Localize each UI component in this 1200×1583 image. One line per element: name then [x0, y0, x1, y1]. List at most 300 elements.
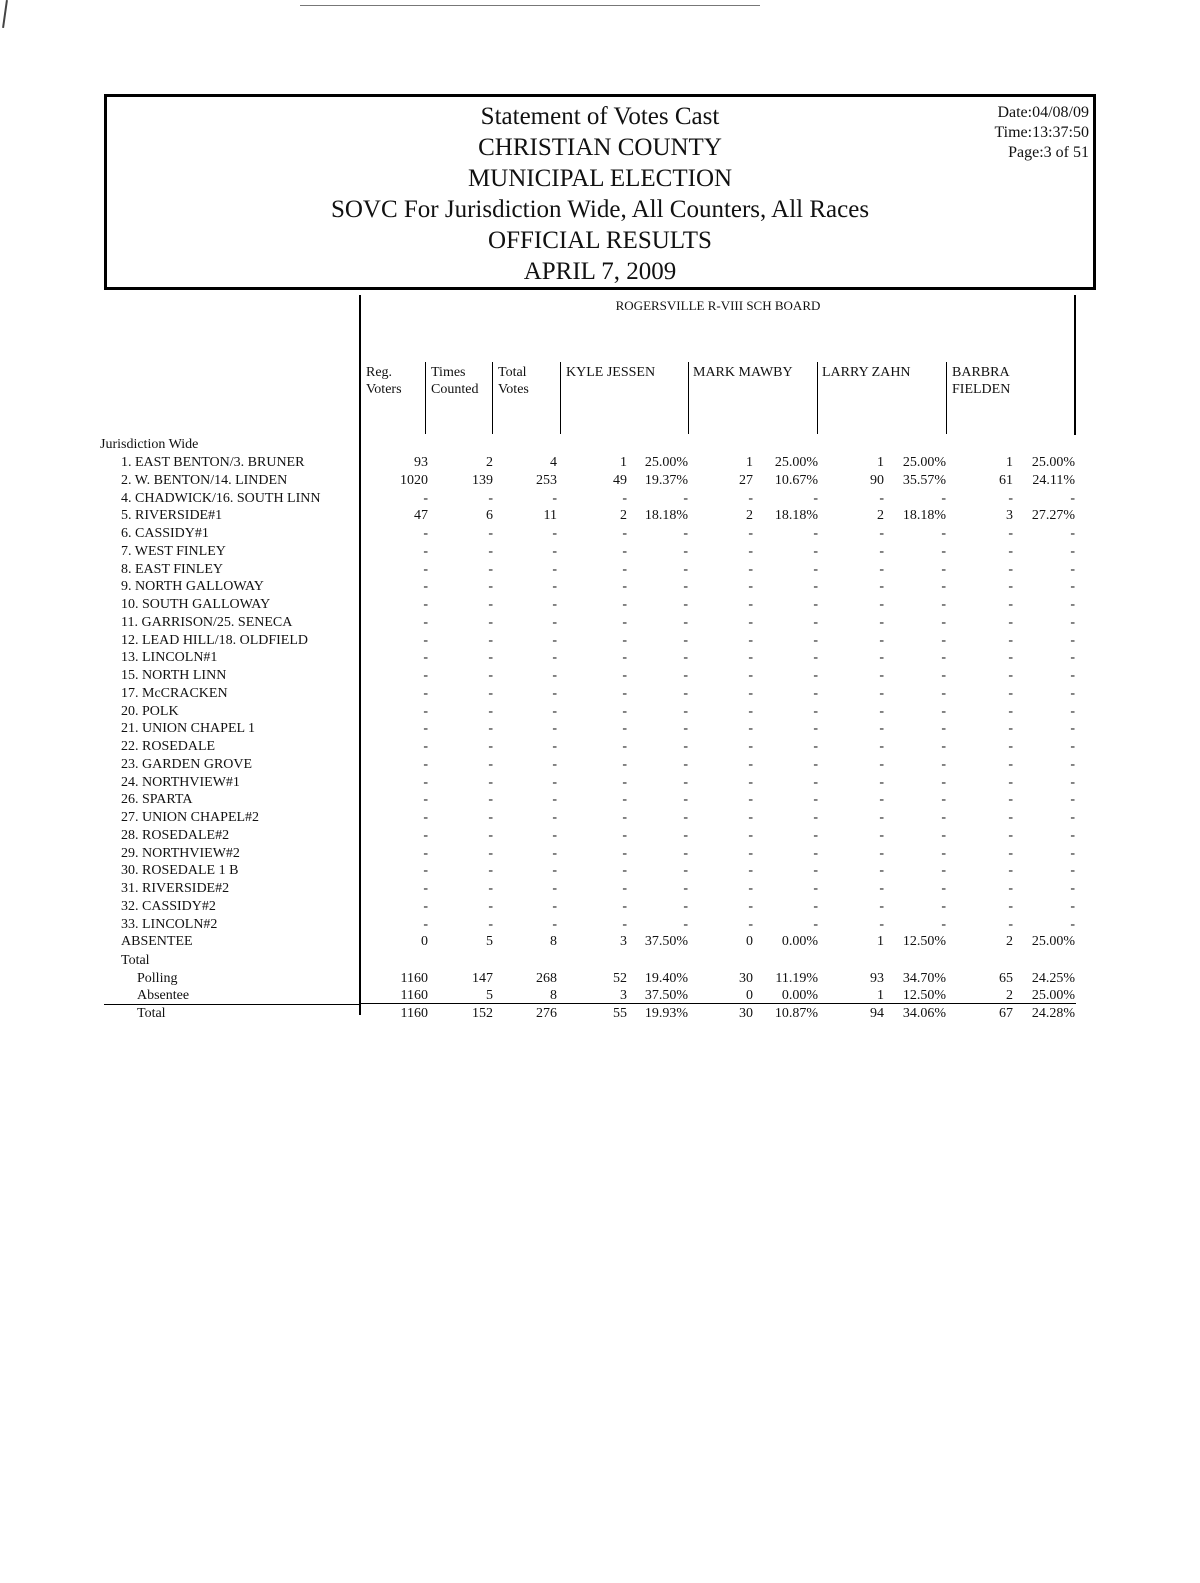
table-row	[0, 472, 1200, 489]
cell-total-votes: -	[552, 544, 557, 559]
cell-times-counted: 5	[486, 934, 493, 949]
cell-kyle-jessen-pct: 19.93%	[644, 1006, 688, 1021]
cell-larry-zahn-votes: -	[879, 721, 884, 736]
cell-kyle-jessen-votes: -	[622, 597, 627, 612]
cell-larry-zahn-pct: -	[941, 491, 946, 506]
cell-reg-voters: -	[423, 757, 428, 772]
cell-times-counted: -	[488, 863, 493, 878]
cell-barbra-fielden-votes: -	[1008, 704, 1013, 719]
cell-larry-zahn-pct: -	[941, 686, 946, 701]
table-row	[0, 596, 1200, 613]
cell-kyle-jessen-pct: -	[683, 917, 688, 932]
cell-reg-voters: -	[423, 721, 428, 736]
cell-mark-mawby-pct: -	[813, 650, 818, 665]
cell-kyle-jessen-votes: -	[622, 704, 627, 719]
cell-reg-voters: 0	[421, 934, 428, 949]
cell-barbra-fielden-pct: -	[1070, 810, 1075, 825]
table-row	[0, 898, 1200, 915]
row-label: 11. GARRISON/25. SENECA	[121, 615, 293, 630]
cell-kyle-jessen-pct: -	[683, 633, 688, 648]
cell-times-counted: 147	[472, 971, 493, 986]
cell-larry-zahn-pct: -	[941, 597, 946, 612]
table-row	[0, 649, 1200, 666]
cell-total-votes: -	[552, 686, 557, 701]
row-label: 33. LINCOLN#2	[121, 917, 218, 932]
cell-times-counted: -	[488, 650, 493, 665]
cell-times-counted: -	[488, 615, 493, 630]
table-row	[0, 827, 1200, 844]
cell-larry-zahn-votes: -	[879, 810, 884, 825]
cell-total-votes: -	[552, 863, 557, 878]
cell-mark-mawby-votes: -	[748, 899, 753, 914]
cell-total-votes: -	[552, 650, 557, 665]
cell-times-counted: -	[488, 491, 493, 506]
cell-kyle-jessen-pct: 18.18%	[644, 508, 688, 523]
cell-reg-voters: -	[423, 491, 428, 506]
cell-barbra-fielden-votes: -	[1008, 792, 1013, 807]
cell-mark-mawby-votes: -	[748, 668, 753, 683]
cell-larry-zahn-pct: -	[941, 562, 946, 577]
cell-reg-voters: -	[423, 792, 428, 807]
cell-larry-zahn-votes: 90	[870, 473, 884, 488]
cell-barbra-fielden-votes: -	[1008, 491, 1013, 506]
cell-mark-mawby-pct: -	[813, 597, 818, 612]
cell-times-counted: -	[488, 899, 493, 914]
cell-kyle-jessen-pct: 37.50%	[644, 934, 688, 949]
cell-mark-mawby-pct: -	[813, 917, 818, 932]
cell-total-votes: -	[552, 597, 557, 612]
cell-reg-voters: 93	[414, 455, 428, 470]
cell-kyle-jessen-votes: -	[622, 526, 627, 541]
cell-barbra-fielden-votes: -	[1008, 828, 1013, 843]
cell-reg-voters: -	[423, 544, 428, 559]
cell-larry-zahn-votes: -	[879, 562, 884, 577]
cell-kyle-jessen-pct: 19.40%	[644, 971, 688, 986]
scan-artifact-left	[2, 0, 8, 28]
cell-times-counted: -	[488, 721, 493, 736]
cell-mark-mawby-pct: -	[813, 615, 818, 630]
cell-larry-zahn-votes: -	[879, 650, 884, 665]
cell-larry-zahn-pct: -	[941, 881, 946, 896]
cell-mark-mawby-votes: -	[748, 739, 753, 754]
table-row	[0, 685, 1200, 702]
cell-larry-zahn-votes: -	[879, 917, 884, 932]
cell-larry-zahn-votes: -	[879, 828, 884, 843]
table-row	[0, 561, 1200, 578]
cell-mark-mawby-pct: -	[813, 633, 818, 648]
cell-reg-voters: 1160	[400, 971, 428, 986]
cell-larry-zahn-votes: 1	[877, 934, 884, 949]
cell-larry-zahn-votes: -	[879, 899, 884, 914]
cell-kyle-jessen-votes: -	[622, 792, 627, 807]
cell-times-counted: -	[488, 881, 493, 896]
cell-kyle-jessen-votes: -	[622, 668, 627, 683]
cell-larry-zahn-votes: 93	[870, 971, 884, 986]
table-row	[0, 738, 1200, 755]
row-label: 5. RIVERSIDE#1	[121, 508, 223, 523]
cell-barbra-fielden-votes: -	[1008, 686, 1013, 701]
cell-reg-voters: 1160	[400, 1006, 428, 1021]
cell-times-counted: -	[488, 544, 493, 559]
report-date: Date:04/08/09	[997, 104, 1089, 121]
cell-kyle-jessen-votes: -	[622, 544, 627, 559]
cell-total-votes: -	[552, 615, 557, 630]
cell-total-votes: 4	[550, 455, 557, 470]
cell-barbra-fielden-votes: 1	[1006, 455, 1013, 470]
table-row	[0, 791, 1200, 808]
cell-mark-mawby-votes: -	[748, 544, 753, 559]
cell-reg-voters: 47	[414, 508, 428, 523]
cell-barbra-fielden-pct: -	[1070, 544, 1075, 559]
cell-larry-zahn-pct: -	[941, 633, 946, 648]
row-label: 21. UNION CHAPEL 1	[121, 721, 256, 736]
cell-kyle-jessen-votes: -	[622, 491, 627, 506]
cell-larry-zahn-votes: -	[879, 881, 884, 896]
cell-larry-zahn-pct: 34.06%	[902, 1006, 946, 1021]
column-header-times-counted: Times Counted	[431, 365, 479, 397]
row-label: 6. CASSIDY#1	[121, 526, 209, 541]
totals-row	[0, 987, 1200, 1004]
cell-mark-mawby-pct: 18.18%	[774, 508, 818, 523]
cell-barbra-fielden-pct: -	[1070, 917, 1075, 932]
cell-mark-mawby-pct: -	[813, 775, 818, 790]
cell-mark-mawby-pct: -	[813, 899, 818, 914]
cell-kyle-jessen-votes: -	[622, 828, 627, 843]
cell-barbra-fielden-pct: -	[1070, 863, 1075, 878]
cell-mark-mawby-votes: -	[748, 579, 753, 594]
row-label: Polling	[137, 971, 178, 986]
cell-mark-mawby-votes: 30	[739, 1006, 753, 1021]
row-label: 10. SOUTH GALLOWAY	[121, 597, 271, 612]
cell-barbra-fielden-votes: -	[1008, 526, 1013, 541]
cell-mark-mawby-votes: -	[748, 597, 753, 612]
row-label: 29. NORTHVIEW#2	[121, 846, 240, 861]
report-page: Page:3 of 51	[1008, 144, 1089, 161]
cell-larry-zahn-pct: -	[941, 739, 946, 754]
column-divider	[946, 362, 947, 434]
row-label: 28. ROSEDALE#2	[121, 828, 230, 843]
cell-reg-voters: -	[423, 917, 428, 932]
cell-mark-mawby-votes: -	[748, 704, 753, 719]
cell-larry-zahn-votes: 94	[870, 1006, 884, 1021]
cell-barbra-fielden-votes: 61	[999, 473, 1013, 488]
subtotal-rule	[360, 1003, 1076, 1004]
cell-mark-mawby-pct: -	[813, 579, 818, 594]
cell-kyle-jessen-votes: -	[622, 899, 627, 914]
cell-times-counted: -	[488, 846, 493, 861]
cell-barbra-fielden-pct: -	[1070, 899, 1075, 914]
cell-mark-mawby-pct: -	[813, 668, 818, 683]
cell-kyle-jessen-pct: -	[683, 562, 688, 577]
cell-barbra-fielden-pct: -	[1070, 650, 1075, 665]
row-label: 20. POLK	[121, 704, 179, 719]
cell-barbra-fielden-votes: 65	[999, 971, 1013, 986]
cell-larry-zahn-pct: 18.18%	[902, 508, 946, 523]
cell-kyle-jessen-votes: -	[622, 846, 627, 861]
cell-barbra-fielden-votes: -	[1008, 775, 1013, 790]
cell-larry-zahn-votes: -	[879, 579, 884, 594]
table-row	[0, 525, 1200, 542]
cell-times-counted: -	[488, 704, 493, 719]
cell-larry-zahn-votes: -	[879, 863, 884, 878]
cell-kyle-jessen-votes: -	[622, 810, 627, 825]
cell-larry-zahn-pct: 34.70%	[902, 971, 946, 986]
section-label-row	[0, 436, 1200, 453]
cell-barbra-fielden-votes: -	[1008, 562, 1013, 577]
cell-larry-zahn-votes: 2	[877, 508, 884, 523]
cell-larry-zahn-votes: -	[879, 846, 884, 861]
table-row	[0, 632, 1200, 649]
cell-kyle-jessen-votes: -	[622, 721, 627, 736]
row-label: 9. NORTH GALLOWAY	[121, 579, 264, 594]
cell-mark-mawby-votes: -	[748, 491, 753, 506]
table-row	[0, 490, 1200, 507]
cell-kyle-jessen-pct: -	[683, 899, 688, 914]
cell-reg-voters: -	[423, 579, 428, 594]
cell-reg-voters: -	[423, 615, 428, 630]
cell-kyle-jessen-pct: -	[683, 721, 688, 736]
cell-total-votes: -	[552, 633, 557, 648]
cell-times-counted: -	[488, 579, 493, 594]
cell-larry-zahn-votes: -	[879, 633, 884, 648]
cell-barbra-fielden-votes: -	[1008, 650, 1013, 665]
column-header-mark-mawby: MARK MAWBY	[693, 365, 793, 380]
cell-barbra-fielden-votes: -	[1008, 810, 1013, 825]
cell-barbra-fielden-pct: 25.00%	[1031, 934, 1075, 949]
cell-mark-mawby-votes: 0	[746, 988, 753, 1003]
cell-times-counted: 5	[486, 988, 493, 1003]
cell-barbra-fielden-votes: -	[1008, 579, 1013, 594]
cell-kyle-jessen-votes: 3	[620, 934, 627, 949]
cell-total-votes: 253	[536, 473, 557, 488]
cell-larry-zahn-votes: -	[879, 526, 884, 541]
report-title	[107, 101, 1093, 287]
cell-mark-mawby-pct: -	[813, 863, 818, 878]
cell-larry-zahn-pct: -	[941, 704, 946, 719]
cell-larry-zahn-votes: -	[879, 491, 884, 506]
cell-kyle-jessen-votes: -	[622, 633, 627, 648]
cell-barbra-fielden-pct: -	[1070, 579, 1075, 594]
cell-barbra-fielden-votes: -	[1008, 757, 1013, 772]
cell-total-votes: -	[552, 704, 557, 719]
cell-barbra-fielden-pct: 25.00%	[1031, 455, 1075, 470]
row-label: 26. SPARTA	[121, 792, 193, 807]
cell-reg-voters: -	[423, 704, 428, 719]
column-header-kyle-jessen: KYLE JESSEN	[566, 365, 656, 380]
table-row	[0, 845, 1200, 862]
cell-mark-mawby-votes: 0	[746, 934, 753, 949]
cell-times-counted: 2	[486, 455, 493, 470]
cell-mark-mawby-votes: -	[748, 526, 753, 541]
cell-reg-voters: -	[423, 562, 428, 577]
cell-barbra-fielden-pct: 24.25%	[1031, 971, 1075, 986]
row-label: 27. UNION CHAPEL#2	[121, 810, 260, 825]
table-row	[0, 756, 1200, 773]
cell-mark-mawby-pct: -	[813, 810, 818, 825]
cell-mark-mawby-pct: -	[813, 828, 818, 843]
cell-mark-mawby-votes: -	[748, 615, 753, 630]
cell-larry-zahn-pct: -	[941, 668, 946, 683]
row-label: 31. RIVERSIDE#2	[121, 881, 230, 896]
cell-reg-voters: -	[423, 650, 428, 665]
cell-barbra-fielden-pct: 24.11%	[1032, 473, 1075, 488]
cell-kyle-jessen-pct: -	[683, 579, 688, 594]
table-row	[0, 774, 1200, 791]
cell-total-votes: -	[552, 775, 557, 790]
cell-mark-mawby-votes: -	[748, 686, 753, 701]
scan-artifact-top	[300, 0, 760, 6]
cell-barbra-fielden-pct: -	[1070, 526, 1075, 541]
table-row	[0, 578, 1200, 595]
cell-kyle-jessen-pct: -	[683, 686, 688, 701]
cell-mark-mawby-votes: -	[748, 562, 753, 577]
cell-larry-zahn-pct: -	[941, 526, 946, 541]
cell-barbra-fielden-votes: -	[1008, 597, 1013, 612]
cell-kyle-jessen-pct: -	[683, 704, 688, 719]
cell-reg-voters: -	[423, 633, 428, 648]
title-line: SOVC For Jurisdiction Wide, All Counters, All Races	[330, 196, 870, 223]
cell-kyle-jessen-pct: -	[683, 757, 688, 772]
cell-times-counted: -	[488, 526, 493, 541]
cell-reg-voters: 1160	[400, 988, 428, 1003]
cell-total-votes: -	[552, 721, 557, 736]
cell-barbra-fielden-votes: -	[1008, 544, 1013, 559]
cell-mark-mawby-pct: 10.67%	[774, 473, 818, 488]
cell-times-counted: -	[488, 686, 493, 701]
cell-times-counted: -	[488, 810, 493, 825]
cell-kyle-jessen-votes: -	[622, 917, 627, 932]
cell-mark-mawby-pct: -	[813, 686, 818, 701]
cell-barbra-fielden-votes: 67	[999, 1006, 1013, 1021]
row-label: 8. EAST FINLEY	[121, 562, 224, 577]
cell-mark-mawby-pct: 10.87%	[774, 1006, 818, 1021]
cell-larry-zahn-pct: -	[941, 775, 946, 790]
cell-larry-zahn-pct: 12.50%	[902, 988, 946, 1003]
cell-barbra-fielden-pct: -	[1070, 881, 1075, 896]
cell-times-counted: -	[488, 828, 493, 843]
cell-mark-mawby-votes: -	[748, 863, 753, 878]
title-line: OFFICIAL RESULTS	[488, 227, 712, 254]
cell-barbra-fielden-votes: -	[1008, 899, 1013, 914]
cell-barbra-fielden-votes: 2	[1006, 934, 1013, 949]
cell-barbra-fielden-pct: 24.28%	[1031, 1006, 1075, 1021]
cell-barbra-fielden-votes: -	[1008, 615, 1013, 630]
cell-kyle-jessen-votes: 3	[620, 988, 627, 1003]
cell-mark-mawby-votes: -	[748, 633, 753, 648]
table-row	[0, 543, 1200, 560]
cell-mark-mawby-pct: -	[813, 562, 818, 577]
title-line: CHRISTIAN COUNTY	[478, 134, 722, 161]
cell-larry-zahn-pct: 35.57%	[902, 473, 946, 488]
column-divider	[688, 362, 689, 434]
row-label: 13. LINCOLN#1	[121, 650, 218, 665]
row-label: Absentee	[137, 988, 190, 1003]
cell-barbra-fielden-pct: -	[1070, 739, 1075, 754]
cell-kyle-jessen-pct: -	[683, 615, 688, 630]
cell-total-votes: -	[552, 881, 557, 896]
cell-total-votes: -	[552, 846, 557, 861]
section-label: Jurisdiction Wide	[100, 437, 199, 452]
cell-total-votes: -	[552, 899, 557, 914]
cell-times-counted: -	[488, 597, 493, 612]
cell-kyle-jessen-votes: -	[622, 775, 627, 790]
title-line: Statement of Votes Cast	[480, 103, 720, 130]
cell-kyle-jessen-pct: -	[683, 846, 688, 861]
title-line: MUNICIPAL ELECTION	[467, 165, 733, 192]
cell-reg-voters: -	[423, 810, 428, 825]
cell-barbra-fielden-pct: -	[1070, 686, 1075, 701]
label-rule	[104, 1004, 359, 1005]
cell-barbra-fielden-pct: 27.27%	[1031, 508, 1075, 523]
cell-barbra-fielden-pct: -	[1070, 615, 1075, 630]
report-header	[104, 94, 1096, 290]
cell-larry-zahn-votes: -	[879, 775, 884, 790]
column-divider	[817, 362, 818, 434]
cell-reg-voters: -	[423, 686, 428, 701]
cell-times-counted: -	[488, 917, 493, 932]
cell-mark-mawby-votes: 1	[746, 455, 753, 470]
cell-larry-zahn-pct: -	[941, 757, 946, 772]
cell-times-counted: -	[488, 792, 493, 807]
cell-mark-mawby-pct: -	[813, 721, 818, 736]
cell-larry-zahn-pct: 25.00%	[902, 455, 946, 470]
cell-reg-voters: -	[423, 828, 428, 843]
cell-total-votes: 276	[536, 1006, 557, 1021]
cell-mark-mawby-pct: -	[813, 544, 818, 559]
cell-barbra-fielden-votes: 3	[1006, 508, 1013, 523]
cell-mark-mawby-pct: -	[813, 491, 818, 506]
cell-barbra-fielden-pct: 25.00%	[1031, 988, 1075, 1003]
cell-kyle-jessen-votes: -	[622, 562, 627, 577]
cell-barbra-fielden-pct: -	[1070, 562, 1075, 577]
cell-kyle-jessen-pct: 37.50%	[644, 988, 688, 1003]
row-label: Total	[137, 1006, 166, 1021]
column-divider	[425, 362, 426, 434]
table-row	[0, 880, 1200, 897]
cell-mark-mawby-votes: 27	[739, 473, 753, 488]
cell-kyle-jessen-pct: -	[683, 775, 688, 790]
cell-total-votes: -	[552, 917, 557, 932]
cell-mark-mawby-votes: -	[748, 757, 753, 772]
cell-larry-zahn-pct: -	[941, 917, 946, 932]
cell-times-counted: 152	[472, 1006, 493, 1021]
cell-kyle-jessen-pct: -	[683, 863, 688, 878]
cell-mark-mawby-pct: 25.00%	[774, 455, 818, 470]
cell-barbra-fielden-pct: -	[1070, 757, 1075, 772]
cell-kyle-jessen-votes: -	[622, 739, 627, 754]
cell-times-counted: 139	[472, 473, 493, 488]
cell-total-votes: -	[552, 526, 557, 541]
row-label: 15. NORTH LINN	[121, 668, 227, 683]
cell-kyle-jessen-pct: -	[683, 597, 688, 612]
cell-kyle-jessen-pct: -	[683, 668, 688, 683]
cell-larry-zahn-votes: 1	[877, 988, 884, 1003]
totals-row	[0, 1005, 1200, 1022]
cell-kyle-jessen-pct: -	[683, 544, 688, 559]
cell-larry-zahn-pct: -	[941, 615, 946, 630]
row-label: 1. EAST BENTON/3. BRUNER	[121, 455, 305, 470]
cell-times-counted: -	[488, 757, 493, 772]
cell-mark-mawby-pct: -	[813, 881, 818, 896]
cell-total-votes: -	[552, 491, 557, 506]
cell-reg-voters: -	[423, 846, 428, 861]
cell-times-counted: -	[488, 562, 493, 577]
cell-barbra-fielden-votes: -	[1008, 881, 1013, 896]
cell-barbra-fielden-pct: -	[1070, 792, 1075, 807]
cell-barbra-fielden-votes: -	[1008, 668, 1013, 683]
cell-total-votes: -	[552, 579, 557, 594]
cell-times-counted: -	[488, 633, 493, 648]
